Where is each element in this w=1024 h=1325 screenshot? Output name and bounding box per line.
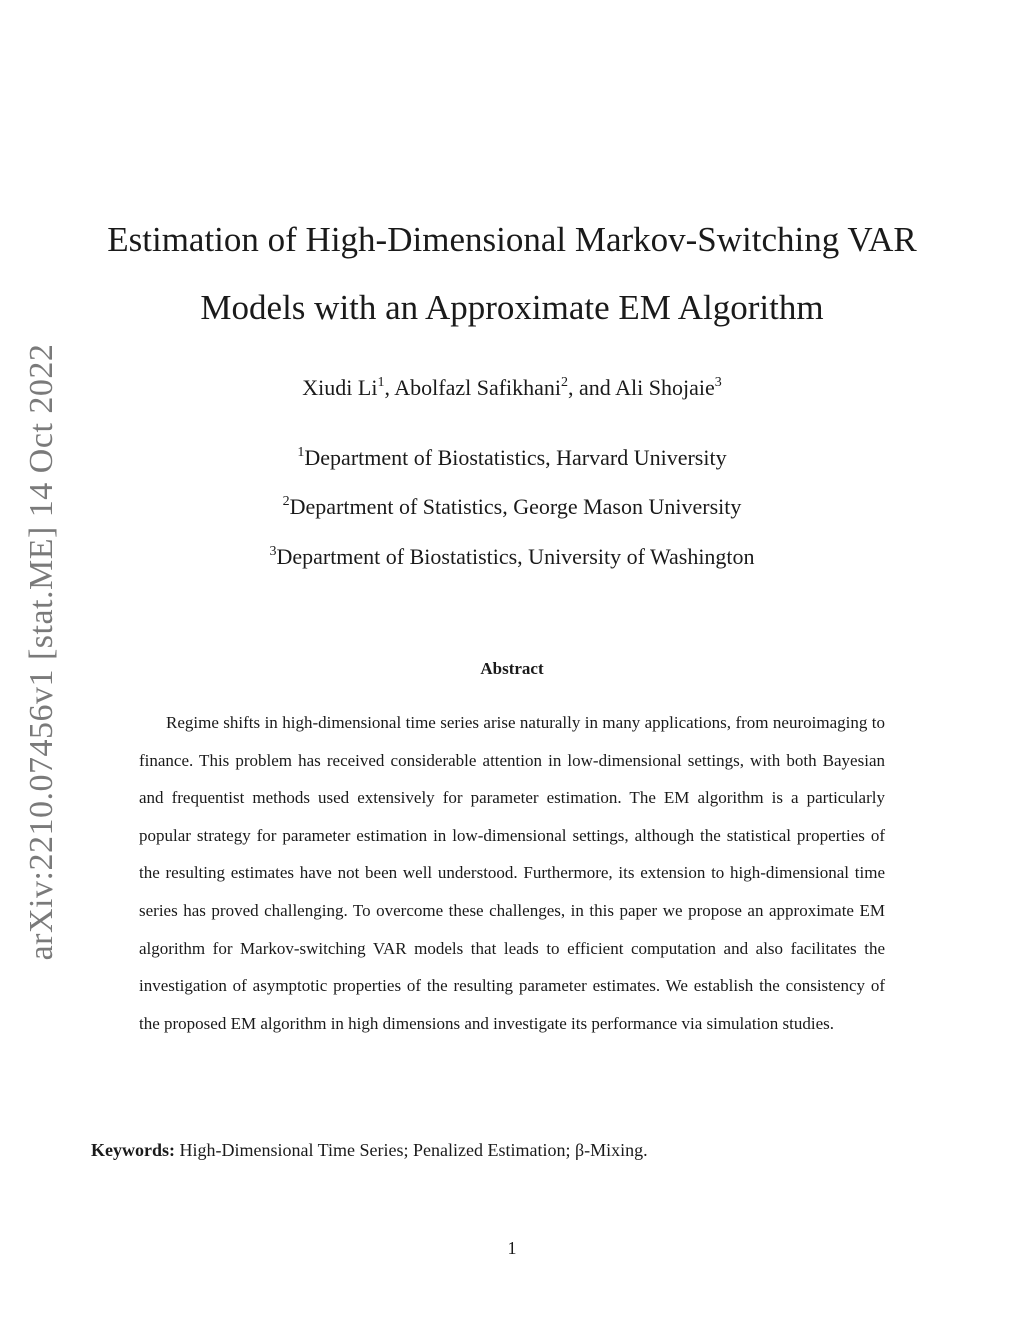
affiliation-text: Department of Biostatistics, University of Washington	[276, 544, 755, 569]
paper-title-line-2: Models with an Approximate EM Algorithm	[200, 288, 824, 327]
author-affiliation-mark: 2	[561, 375, 569, 390]
affiliation-2	[100, 494, 924, 520]
affiliation-text: Department of Statistics, George Mason University	[289, 494, 742, 519]
affiliation-mark: 1	[297, 445, 305, 460]
author-affiliation-mark: 1	[377, 375, 385, 390]
keywords	[91, 1140, 941, 1161]
paper-title-line-1: Estimation of High-Dimensional Markov-Switching VAR	[107, 220, 917, 259]
author-name: Ali Shojaie	[615, 375, 715, 400]
author-affiliation-mark: 3	[714, 375, 722, 390]
keywords-label: Keywords:	[91, 1140, 175, 1160]
author-name: Xiudi Li	[302, 375, 378, 400]
affiliation-3	[100, 544, 924, 570]
author-list	[100, 375, 924, 401]
affiliation-mark: 2	[282, 494, 290, 509]
affiliation-text: Department of Biostatistics, Harvard University	[304, 445, 727, 470]
abstract-body: Regime shifts in high-dimensional time series arise naturally in many applications, from neuroimaging to finance. This problem has received considerable attention in low-dimensional settings, with both Bayesian and frequentist methods used extensively for parameter estimation. The EM algorithm is a particularly popular strategy for parameter estimation in low-dimensional settings, although the statistical properties of the resulting estimates have not been well understood. Furthermore, its extension to high-dimensional time series has proved challenging. To overcome these challenges, in this paper we propose an approximate EM algorithm for Markov-switching VAR models that leads to efficient computation and also facilitates the investigation of asymptotic properties of the resulting parameter estimates. We establish the consistency of the proposed EM algorithm in high dimensions and investigate its performance via simulation studies.	[139, 713, 885, 1033]
author-separator: , and	[568, 375, 616, 400]
author-separator: ,	[384, 375, 395, 400]
keywords-text: High-Dimensional Time Series; Penalized Estimation; β-Mixing.	[179, 1140, 648, 1160]
author-name: Abolfazl Safikhani	[394, 375, 562, 400]
abstract-heading: Abstract	[480, 659, 544, 678]
affiliation-mark: 3	[269, 544, 277, 559]
affiliation-1	[100, 445, 924, 471]
arxiv-identifier: arXiv:2210.07456v1 [stat.ME] 14 Oct 2022	[23, 343, 60, 961]
page-number: 1	[507, 1238, 517, 1258]
